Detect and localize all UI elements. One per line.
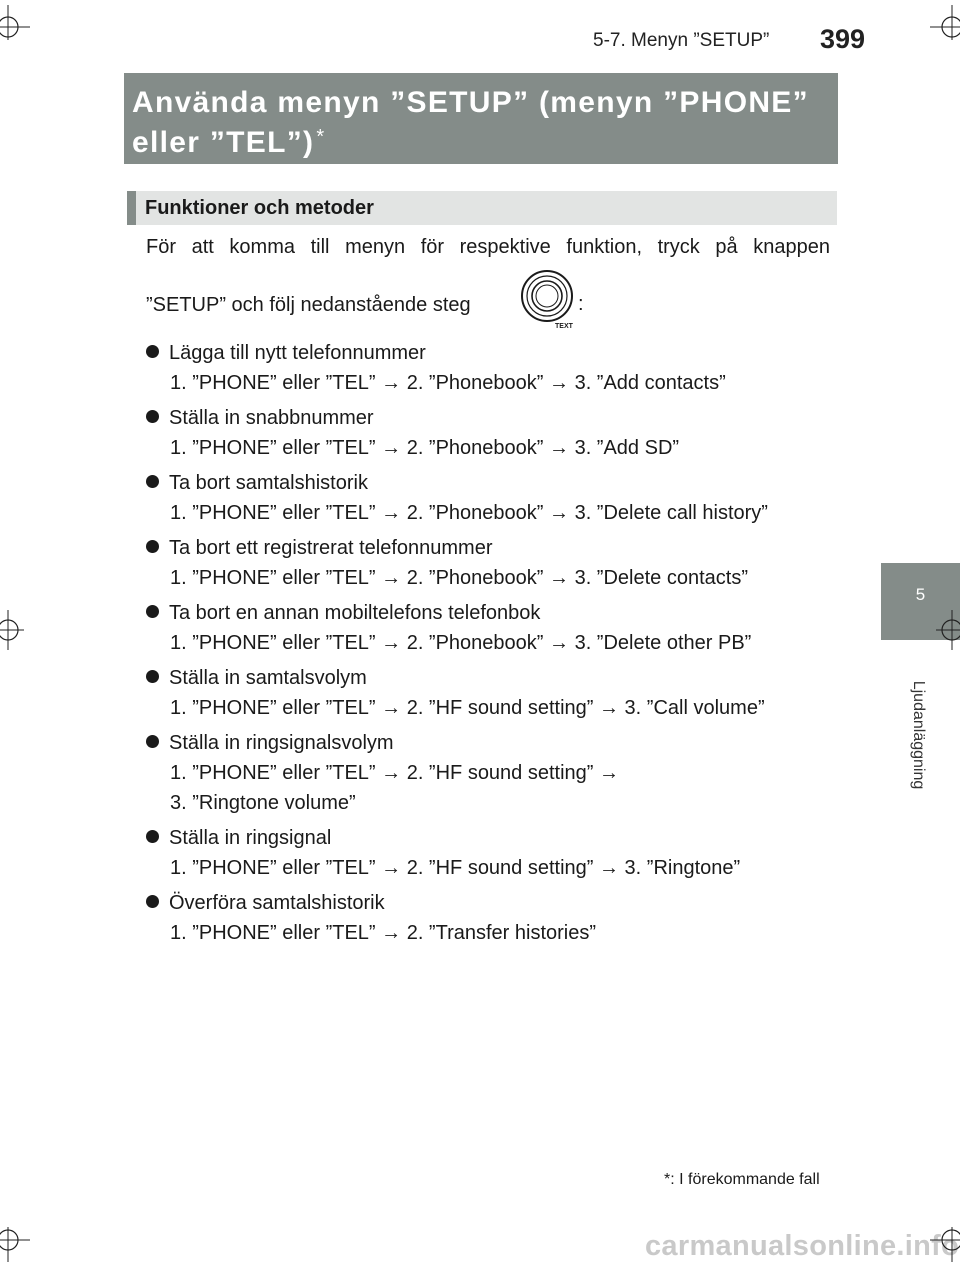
watermark: carmanualsonline.info bbox=[645, 1230, 960, 1262]
footnote-text: : I förekommande fall bbox=[670, 1171, 820, 1188]
intro-line-1: För att komma till menyn för respektive funktion, tryck på knappen bbox=[146, 236, 830, 258]
page-number: 399 bbox=[820, 24, 866, 54]
subheader: Funktioner och metoder bbox=[127, 191, 837, 225]
crop-mark-icon bbox=[930, 610, 960, 650]
crop-mark-icon bbox=[920, 0, 960, 40]
item-steps: 1. ”PHONE” eller ”TEL” → 2. ”HF sound setting” → bbox=[170, 762, 620, 784]
item-steps-cont: 3. ”Ringtone volume” bbox=[170, 792, 356, 814]
item-steps: 1. ”PHONE” eller ”TEL” → 2. ”HF sound setting” → 3. ”Ringtone” bbox=[170, 857, 741, 879]
knob-label: TEXT bbox=[555, 323, 573, 330]
list-item bbox=[146, 338, 846, 398]
list-item bbox=[146, 888, 846, 948]
footnote bbox=[664, 1171, 820, 1189]
bullet-icon bbox=[146, 735, 159, 748]
bullet-icon bbox=[146, 475, 159, 488]
item-title: Ta bort samtalshistorik bbox=[169, 472, 368, 494]
item-title: Ställa in samtalsvolym bbox=[169, 667, 367, 689]
item-steps: 1. ”PHONE” eller ”TEL” → 2. ”Phonebook” → 3. ”Delete other PB” bbox=[170, 632, 752, 654]
crop-mark-icon bbox=[920, 1227, 960, 1267]
bullet-icon bbox=[146, 410, 159, 423]
crop-mark-icon bbox=[0, 0, 40, 40]
item-steps: 1. ”PHONE” eller ”TEL” → 2. ”Phonebook” → 3. ”Add contacts” bbox=[170, 372, 726, 394]
page-title-line2: eller ”TEL”) bbox=[132, 126, 315, 159]
bullet-icon bbox=[146, 605, 159, 618]
chapter-label: Ljudanläggning bbox=[910, 680, 927, 790]
item-steps: 1. ”PHONE” eller ”TEL” → 2. ”Transfer histories” bbox=[170, 922, 597, 944]
page-title bbox=[124, 73, 838, 164]
item-title: Ta bort ett registrerat telefonnummer bbox=[169, 537, 493, 559]
intro-line-2: ”SETUP” och följ nedanstående steg bbox=[146, 294, 471, 316]
intro-colon: : bbox=[578, 293, 584, 315]
item-title: Ställa in ringsignalsvolym bbox=[169, 732, 394, 754]
footnote-marker: * bbox=[664, 1171, 671, 1188]
list-item bbox=[146, 728, 846, 818]
list-item bbox=[146, 403, 846, 463]
item-title: Överföra samtalshistorik bbox=[169, 892, 385, 914]
bullet-icon bbox=[146, 540, 159, 553]
bullet-icon bbox=[146, 895, 159, 908]
title-asterisk: * bbox=[316, 126, 326, 148]
item-title: Ställa in snabbnummer bbox=[169, 407, 374, 429]
bullet-icon bbox=[146, 830, 159, 843]
item-title: Ta bort en annan mobiltelefons telefonbok bbox=[169, 602, 541, 624]
crop-mark-icon bbox=[0, 1227, 40, 1267]
bullet-icon bbox=[146, 670, 159, 683]
list-item bbox=[146, 468, 846, 528]
section-title: 5-7. Menyn ”SETUP” bbox=[593, 30, 770, 51]
item-steps: 1. ”PHONE” eller ”TEL” → 2. ”Phonebook” → 3. ”Delete contacts” bbox=[170, 567, 748, 589]
crop-mark-icon bbox=[0, 610, 30, 650]
chapter-tab: 5 bbox=[881, 563, 960, 640]
setup-knob-icon bbox=[519, 268, 581, 330]
item-steps: 1. ”PHONE” eller ”TEL” → 2. ”HF sound setting” → 3. ”Call volume” bbox=[170, 697, 765, 719]
list-item bbox=[146, 598, 846, 658]
bullet-icon bbox=[146, 345, 159, 358]
list-item bbox=[146, 823, 846, 883]
item-steps: 1. ”PHONE” eller ”TEL” → 2. ”Phonebook” → 3. ”Delete call history” bbox=[170, 502, 768, 524]
item-title: Ställa in ringsignal bbox=[169, 827, 332, 849]
list-item bbox=[146, 533, 846, 593]
list-item bbox=[146, 663, 846, 723]
item-steps: 1. ”PHONE” eller ”TEL” → 2. ”Phonebook” → 3. ”Add SD” bbox=[170, 437, 680, 459]
page-title-line1: Använda menyn ”SETUP” (menyn ”PHONE” bbox=[132, 86, 809, 119]
function-list bbox=[146, 338, 846, 953]
item-title: Lägga till nytt telefonnummer bbox=[169, 342, 426, 364]
